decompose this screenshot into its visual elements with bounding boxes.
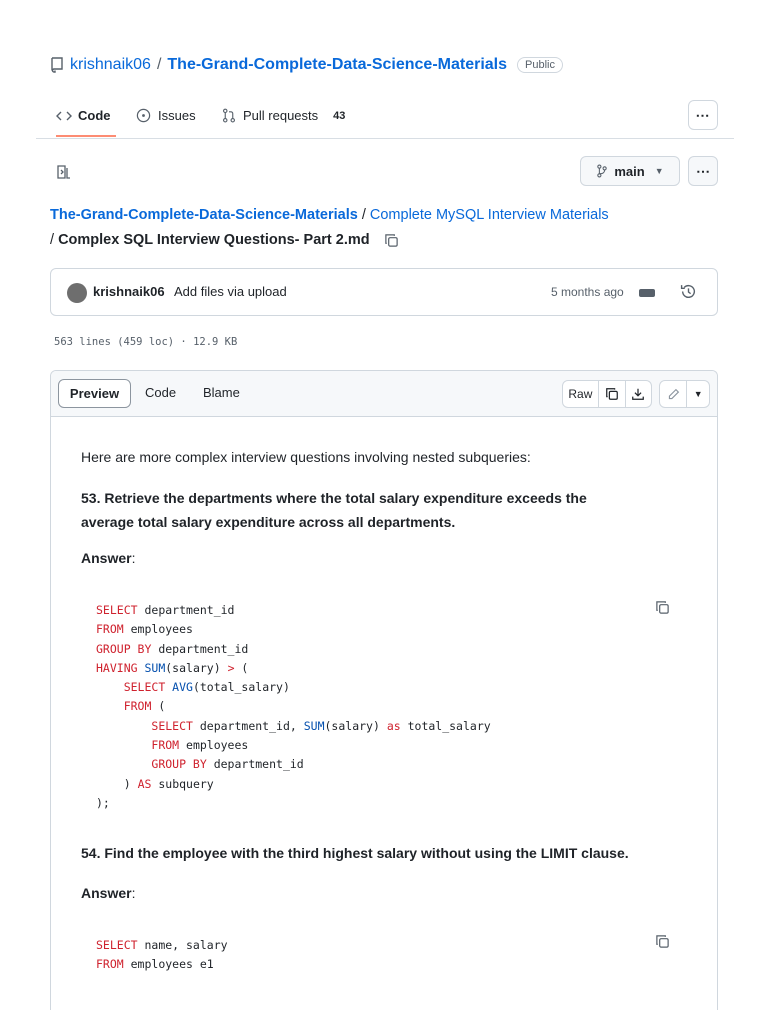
question-53-line-1: 53. Retrieve the departments where the total salary expenditure exceeds the (81, 490, 587, 506)
code-block-1 (81, 583, 691, 823)
code-keyword: FROM (151, 738, 180, 753)
repo-separator: / (156, 56, 162, 73)
breadcrumb-separator: / (50, 232, 55, 248)
file-info: 563 lines (459 loc) · 12.9 KB (54, 336, 238, 348)
code-line (96, 794, 491, 813)
download-icon[interactable] (626, 381, 651, 407)
code-text: total_salary (400, 718, 491, 733)
code-keyword: AS (137, 776, 152, 791)
code-keyword: SELECT (96, 938, 138, 952)
code-text: department_id (151, 641, 249, 656)
code-view-tab[interactable]: Code (145, 385, 177, 400)
code-text: ); (96, 795, 110, 810)
code-function: AVG (165, 680, 193, 695)
code-block-1-content (96, 601, 491, 813)
visibility-badge: Public (517, 57, 563, 73)
breadcrumb (50, 203, 730, 253)
code-text: department_id (206, 757, 304, 772)
tab-issues-label: Issues (158, 108, 196, 123)
question-54-heading: 54. Find the employee with the third highest salary without using the LIMIT clause. (81, 845, 629, 861)
ellipsis-icon[interactable] (639, 289, 655, 297)
tab-code[interactable] (56, 108, 111, 123)
code-line (96, 640, 491, 659)
repo-owner-link[interactable]: krishnaik06 (70, 56, 151, 73)
file-tree-toggle-icon[interactable] (54, 162, 74, 182)
answer-label-1 (81, 550, 135, 566)
repo-header (50, 54, 563, 76)
code-keyword: FROM (96, 957, 124, 972)
code-text: employees (179, 738, 249, 753)
code-text: subquery (151, 776, 214, 791)
blame-tab[interactable]: Blame (203, 385, 240, 400)
code-keyword: SELECT (96, 603, 138, 617)
tab-issues[interactable] (136, 108, 196, 123)
branch-selector[interactable] (580, 156, 680, 186)
code-keyword: FROM (96, 622, 124, 637)
code-keyword: GROUP BY (151, 757, 207, 772)
code-line (96, 659, 491, 678)
code-text: department_id, (192, 718, 304, 733)
kebab-icon: ⋯ (695, 107, 711, 123)
code-text: (salary) (165, 660, 228, 675)
file-viewer (50, 370, 718, 1010)
code-text: ( (234, 660, 249, 675)
code-text: ( (151, 699, 166, 714)
git-branch-icon (596, 164, 608, 178)
question-53-line-2: average total salary expenditure across all departments. (81, 514, 456, 530)
pencil-icon[interactable] (660, 381, 687, 407)
code-line (96, 955, 228, 974)
copy-code-icon[interactable] (655, 600, 670, 615)
breadcrumb-separator: / (361, 207, 366, 223)
tab-code-label: Code (78, 108, 111, 123)
avatar[interactable] (67, 283, 87, 303)
breadcrumb-folder-link[interactable]: Complete MySQL Interview Materials (369, 207, 609, 223)
code-keyword: GROUP BY (96, 641, 152, 656)
code-line (96, 678, 491, 697)
active-tab-indicator (56, 135, 116, 137)
latest-commit-box (50, 268, 718, 316)
code-keyword: FROM (123, 699, 152, 714)
caret-down-icon: ▼ (654, 166, 664, 176)
commit-message[interactable]: Add files via upload (174, 284, 287, 299)
tab-pull-requests[interactable] (222, 108, 345, 123)
answer-colon: : (131, 885, 136, 901)
file-viewer-header (51, 371, 717, 417)
copy-code-icon[interactable] (655, 934, 670, 949)
code-text: (total_salary) (192, 680, 290, 695)
code-line (96, 736, 491, 755)
code-text: employees (123, 622, 193, 637)
code-text: department_id (137, 603, 235, 617)
more-menu-button[interactable] (688, 100, 718, 130)
commit-author-link[interactable]: krishnaik06 (93, 284, 165, 299)
code-text: name, salary (137, 938, 228, 952)
tab-pull-requests-label: Pull requests (243, 108, 319, 123)
breadcrumb-file-name: Complex SQL Interview Questions- Part 2.md (58, 232, 370, 248)
copy-path-icon[interactable] (384, 233, 399, 248)
code-block-2-content (96, 936, 228, 975)
answer-label-2 (81, 885, 135, 901)
code-keyword: SELECT (123, 680, 166, 695)
answer-label-text: Answer (81, 550, 132, 566)
code-line (96, 697, 491, 716)
raw-button[interactable]: Raw (563, 381, 599, 407)
preview-tab[interactable]: Preview (58, 379, 131, 408)
code-text: ) (123, 776, 138, 791)
code-line (96, 755, 491, 774)
repo-name-link[interactable]: The-Grand-Complete-Data-Science-Materials (167, 56, 508, 73)
code-keyword: > (227, 660, 235, 675)
code-function: SUM (137, 660, 166, 675)
code-function: SUM (303, 718, 325, 733)
repo-icon (50, 57, 64, 73)
pull-requests-count: 43 (333, 109, 346, 122)
code-text: (salary) (324, 718, 387, 733)
code-keyword: SELECT (151, 718, 193, 733)
code-text: employees e1 (123, 957, 214, 972)
code-line (96, 717, 491, 736)
code-keyword: HAVING (96, 660, 138, 675)
caret-down-icon[interactable]: ▼ (693, 389, 703, 399)
code-line (96, 601, 491, 620)
code-line (96, 936, 228, 955)
kebab-icon: ⋯ (696, 163, 710, 179)
code-icon (56, 110, 72, 122)
breadcrumb-root-link[interactable]: The-Grand-Complete-Data-Science-Materials (50, 207, 358, 223)
code-keyword: as (386, 718, 401, 733)
commit-time: 5 months ago (551, 285, 624, 299)
intro-text: Here are more complex interview questions involving nested subqueries: (81, 449, 531, 465)
raw-button-group (562, 380, 652, 408)
file-more-button[interactable] (688, 156, 718, 186)
issue-opened-icon (136, 108, 151, 123)
copy-raw-icon[interactable] (599, 381, 626, 407)
edit-button-group (659, 380, 710, 408)
answer-colon: : (131, 550, 136, 566)
history-icon[interactable] (680, 283, 697, 300)
code-block-2 (81, 919, 691, 1009)
answer-label-text: Answer (81, 885, 132, 901)
branch-name: main (614, 163, 645, 179)
git-pull-request-icon (222, 108, 236, 123)
code-line (96, 775, 491, 794)
question-53-heading (81, 486, 701, 534)
repo-nav (36, 98, 734, 139)
code-line (96, 620, 491, 639)
